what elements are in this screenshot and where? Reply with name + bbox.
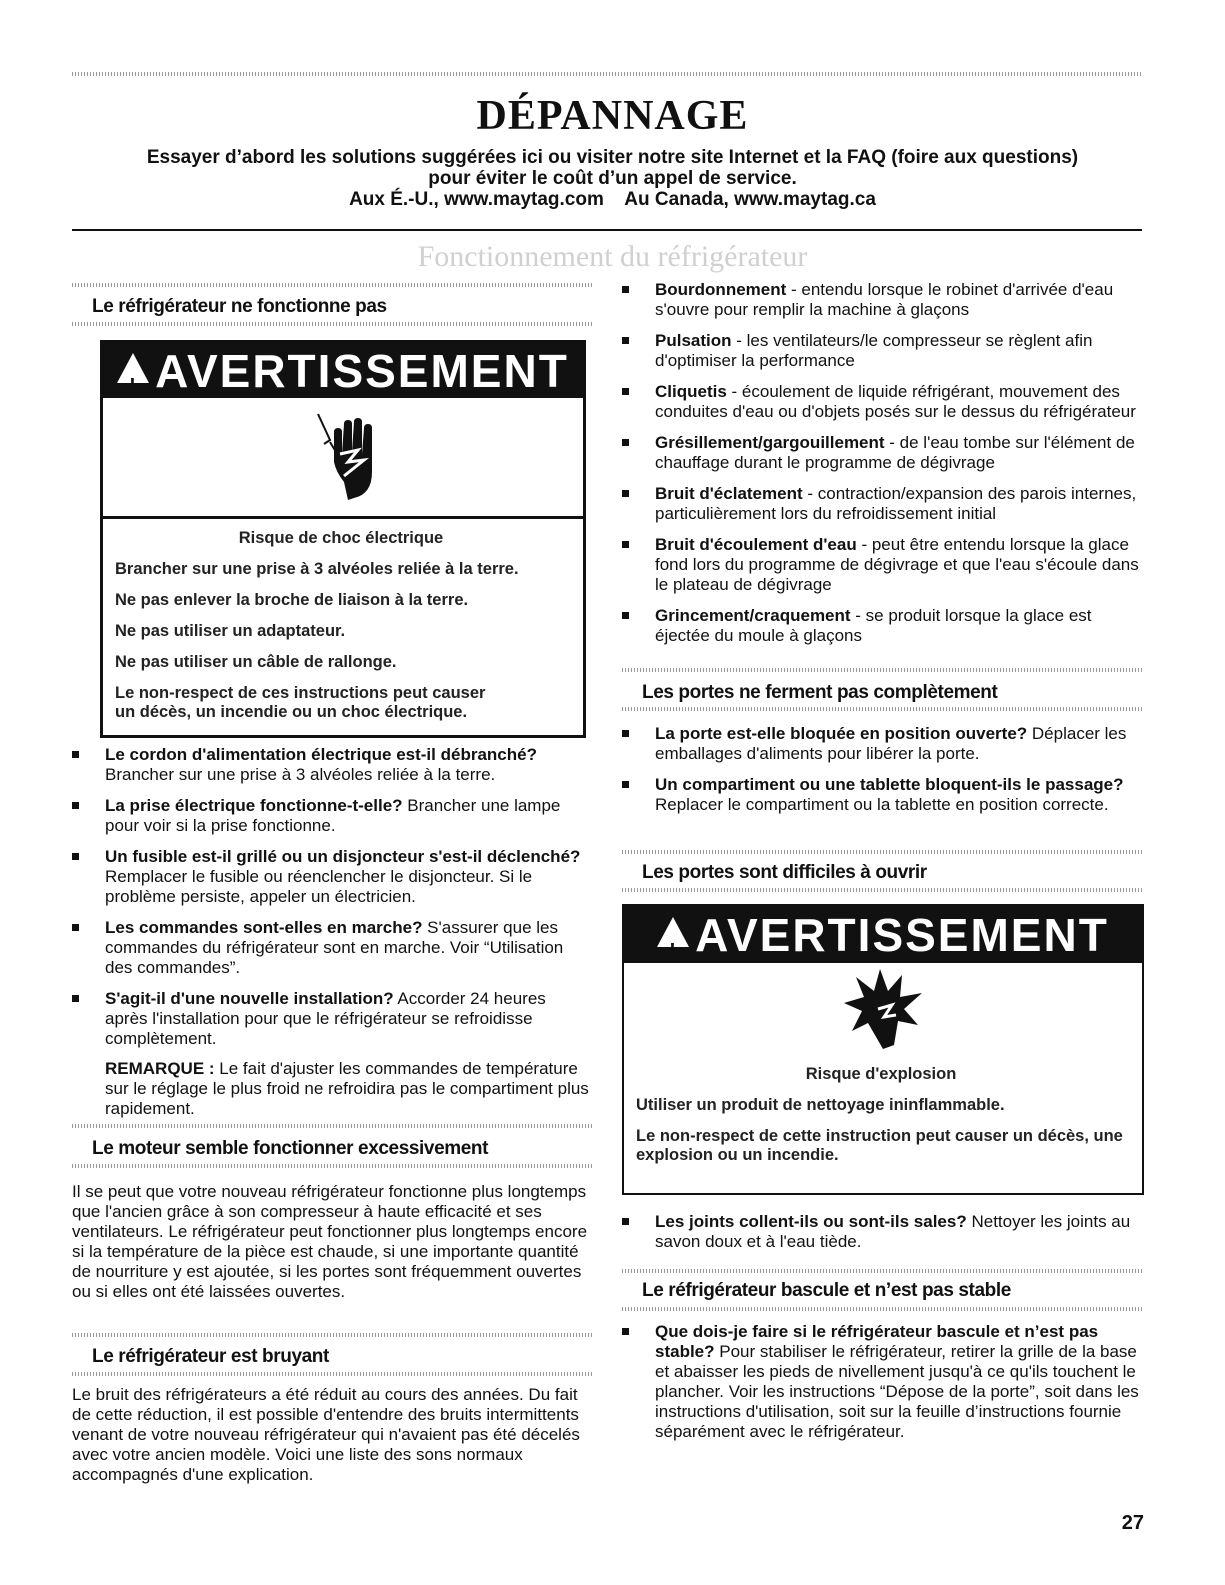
list-item: Le cordon d'alimentation électrique est-il débranché? Brancher sur une prise à 3 alvéoles reliée à la terre. <box>72 745 592 785</box>
list-item: Bruit d'éclatement - contraction/expansion des parois internes, particulièrement lors du refroidissement initial <box>622 484 1142 524</box>
warning-risk: Risque d'explosion <box>805 1065 957 1083</box>
subheading-noisy: Le réfrigérateur est bruyant <box>92 1346 329 1367</box>
divider <box>622 1269 1142 1273</box>
list-item: Un compartiment ou une tablette bloquent-ils le passage? Replacer le compartiment ou la tablette en position correcte. <box>622 775 1142 815</box>
divider <box>622 888 1142 892</box>
paragraph-motor: Il se peut que votre nouveau réfrigérateur fonctionne plus longtemps que l'ancien grâce à son compresseur à haute efficacité et ses ventilateurs. Le réfrigérateur peut fonctionner plus longtemps encore si la température de la pièce est chaude, si une importante quantité de nourriture y est ajoutée, si les portes sont fréquemment ouvertes ou si elles ont été laissées ouvertes. <box>72 1182 588 1301</box>
divider <box>622 668 1142 672</box>
list-item: Pulsation - les ventilateurs/le compresseur se règlent afin d'optimiser la performance <box>622 331 1142 371</box>
subheading-not-working: Le réfrigérateur ne fonctionne pas <box>92 296 387 317</box>
subheading-motor: Le moteur semble fonctionner excessivement <box>92 1138 489 1159</box>
electric-shock-icon <box>288 402 398 512</box>
list-item: S'agit-il d'une nouvelle installation? Accorder 24 heures après l'installation pour que le réfrigérateur se refroidisse complètement. REMARQUE : Le fait d'ajuster les commandes de température sur le réglage le plus froid ne refroidira pas le compartiment plus rapidement. <box>72 989 592 1119</box>
divider <box>622 707 1142 711</box>
warning-box-electric <box>100 340 586 738</box>
warning-line: Le non-respect de ces instructions peut causer un décès, un incendie ou un choc électrique. <box>115 684 486 721</box>
warning-line: Le non-respect de cette instruction peut causer un décès, une explosion ou un incendie. <box>636 1127 1123 1164</box>
warning-header <box>103 343 583 395</box>
list-item: Les joints collent-ils ou sont-ils sales? Nettoyer les joints au savon doux et à l'eau tiède. <box>622 1212 1142 1252</box>
paragraph-noisy: Le bruit des réfrigérateurs a été réduit au cours des années. Du fait de cette réduction, il est possible d'entendre des bruits intermittents venant de votre nouveau réfrigérateur qui n'avaient pas été décelés avec votre ancien modèle. Voici une liste des sons normaux accompagnés d'une explication. <box>72 1385 580 1484</box>
warning-body <box>624 1053 1142 1175</box>
list-not-working <box>72 745 592 1130</box>
warning-triangle-icon <box>117 353 149 383</box>
list-item: Un fusible est-il grillé ou un disjoncteur s'est-il déclenché? Remplacer le fusible ou réenclencher le disjoncteur. Si le problème persiste, appeler un électricien. <box>72 847 592 907</box>
subheading-tilts: Le réfrigérateur bascule et n’est pas stable <box>642 1280 1011 1301</box>
divider <box>72 1372 592 1376</box>
list-item: La prise électrique fonctionne-t-elle? Brancher une lampe pour voir si la prise fonctionne. <box>72 796 592 836</box>
divider <box>72 1164 592 1168</box>
list-tilts <box>622 1322 1142 1453</box>
divider <box>72 322 592 326</box>
top-rule <box>72 72 1142 76</box>
note: REMARQUE : Le fait d'ajuster les commandes de température sur le réglage le plus froid ne refroidira pas le compartiment plus rapidement. <box>105 1059 589 1118</box>
intro-line-3: Aux É.-U., www.maytag.com Au Canada, www.maytag.ca <box>349 189 876 210</box>
warning-line: Utiliser un produit de nettoyage ininflammable. <box>636 1096 1005 1114</box>
warning-title: AVERTISSEMENT <box>695 909 1109 961</box>
page-number: 27 <box>1121 1512 1144 1534</box>
warning-line: Ne pas enlever la broche de liaison à la terre. <box>115 591 469 609</box>
warning-triangle-icon <box>657 917 689 947</box>
subheading-doors-close: Les portes ne ferment pas complètement <box>642 682 998 703</box>
warning-body <box>103 516 583 732</box>
explosion-icon <box>838 963 928 1051</box>
warning-box-explosion <box>622 904 1144 1195</box>
list-doors-close <box>622 724 1142 826</box>
warning-header <box>624 906 1142 960</box>
list-sounds <box>622 280 1142 657</box>
divider <box>622 850 1142 854</box>
list-item: Que dois-je faire si le réfrigérateur bascule et n’est pas stable? Pour stabiliser le réfrigérateur, retirer la grille de la base et abaisser les pieds de nivellement jusqu'à ce qu'ils touchent le plancher. Voir les instructions “Dépose de la porte”, soit dans les instructions d'utilisation, soit sur la feuille d’instructions fournie séparément avec le réfrigérateur. <box>622 1322 1142 1442</box>
subheading-doors-open: Les portes sont difficiles à ouvrir <box>642 862 927 883</box>
warning-risk: Risque de choc électrique <box>238 529 444 547</box>
divider <box>622 1307 1142 1311</box>
warning-line: Brancher sur une prise à 3 alvéoles reliée à la terre. <box>115 560 519 578</box>
warning-title: AVERTISSEMENT <box>155 345 569 397</box>
list-item: La porte est-elle bloquée en position ouverte? Déplacer les emballages d'aliments pour libérer la porte. <box>622 724 1142 764</box>
warning-icon-area <box>624 960 1142 1053</box>
list-item: Les commandes sont-elles en marche? S'assurer que les commandes du réfrigérateur sont en marche. Voir “Utilisation des commandes”. <box>72 918 592 978</box>
list-item: Grésillement/gargouillement - de l'eau tombe sur l'élément de chauffage durant le programme de dégivrage <box>622 433 1142 473</box>
header-divider <box>72 229 1142 231</box>
warning-line: Ne pas utiliser un câble de rallonge. <box>115 653 397 671</box>
section-heading: Fonctionnement du réfrigérateur <box>417 240 808 273</box>
list-item: Bourdonnement - entendu lorsque le robinet d'arrivée d'eau s'ouvre pour remplir la machine à glaçons <box>622 280 1142 320</box>
intro-line-2: pour éviter le coût d’un appel de service. <box>428 168 797 189</box>
list-item: Cliquetis - écoulement de liquide réfrigérant, mouvement des conduites d'eau ou d'objets posés sur le dessus du réfrigérateur <box>622 382 1142 422</box>
page-title: DÉPANNAGE <box>476 93 749 139</box>
list-doors-open <box>622 1212 1142 1263</box>
divider <box>72 1124 592 1128</box>
list-item: Bruit d'écoulement d'eau - peut être entendu lorsque la glace fond lors du programme de dégivrage et que l'eau s'écoule dans le plateau de dégivrage <box>622 535 1142 595</box>
intro-line-1: Essayer d’abord les solutions suggérées ici ou visiter notre site Internet et la FAQ (foire aux questions) <box>146 147 1079 168</box>
divider <box>72 283 592 287</box>
warning-icon-area <box>103 395 583 516</box>
divider <box>72 1333 592 1337</box>
warning-line: Ne pas utiliser un adaptateur. <box>115 622 346 640</box>
list-item: Grincement/craquement - se produit lorsque la glace est éjectée du moule à glaçons <box>622 606 1142 646</box>
intro-text <box>100 147 1125 210</box>
